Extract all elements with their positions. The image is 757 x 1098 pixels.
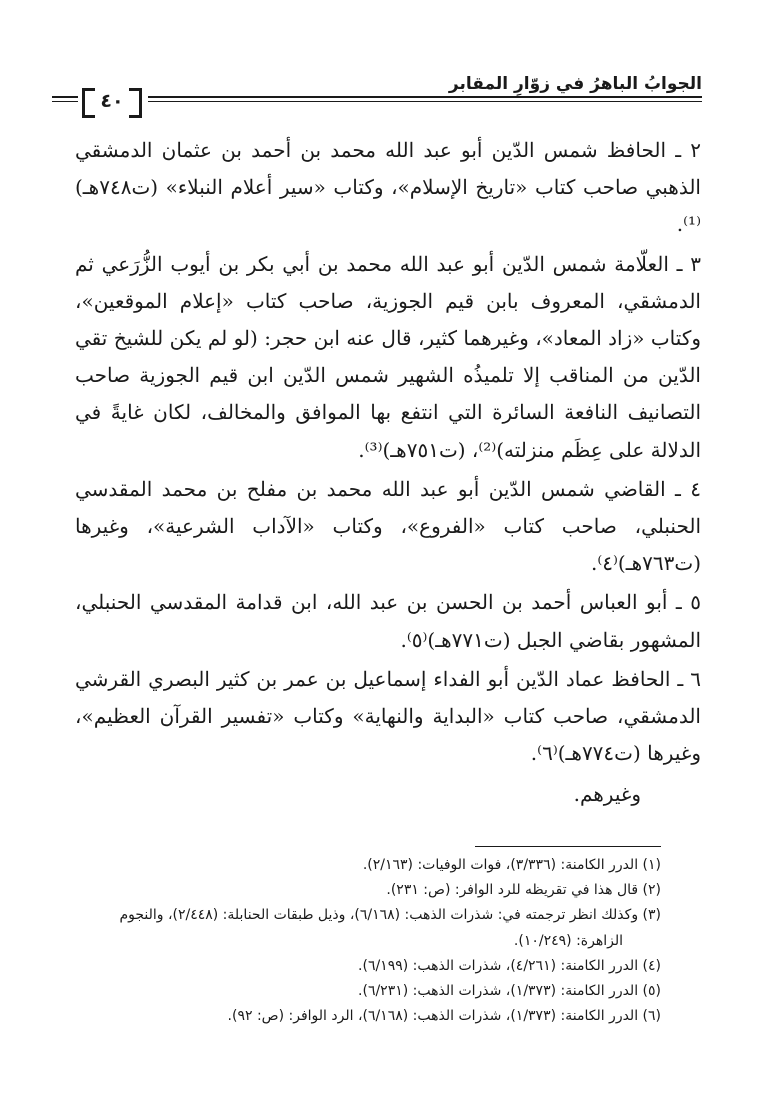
footnote-3: (٣) وكذلك انظر ترجمته في: شذرات الذهب: (٦/١٦٨)، وذيل طبقات الحنابلة: (٢/٤٤٨)، والنجوم الزاهرة: (١٠/٢٤٩). — [119, 907, 661, 949]
footnote-separator — [475, 846, 661, 847]
page-header — [52, 72, 702, 122]
header-rule-left — [52, 96, 78, 102]
running-title: الجوابُ الباهرُ في زوّارِ المقابر — [448, 74, 702, 94]
footnote-6: (٦) الدرر الكامنة: (١/٣٧٣)، شذرات الذهب: (٦/١٦٨)، الرد الوافر: (ص: ٩٢). — [227, 1008, 661, 1025]
footnote-4: (٤) الدرر الكامنة: (٤/٢٦١)، شذرات الذهب: (٦/١٩٩). — [358, 957, 661, 974]
entry-4: ٤ ـ القاضي شمس الدّين أبو عبد الله محمد بن مفلح بن محمد المقدسي الحنبلي، صاحب كتاب «الفروع»، وكتاب «الآداب الشرعية»، وغيرها (ت٧٦٣هـ)⁽٤⁾. — [75, 476, 701, 576]
entry-6: ٦ ـ الحافظ عماد الدّين أبو الفداء إسماعيل بن عمر بن كثير البصري القرشي الدمشقي، صاحب كتاب «البداية والنهاية» وكتاب «تفسير القرآن العظيم»، وغيرها (ت٧٧٤هـ)⁽٦⁾. — [75, 666, 701, 766]
entry-3: ٣ ـ العلّامة شمس الدّين أبو عبد الله محمد بن أبي بكر بن أيوب الزُّرَعي ثم الدمشقي، المعروف بابن قيم الجوزية، صاحب كتاب «إعلام الموقعين»، وكتاب «زاد المعاد»، وغيرهما كثير، قال عنه ابن حجر: (لو لم يكن للشيخ تقي الدّين من المناقب إلا تلميذُه الشهير شمس الدّين ابن قيم الجوزية صاحب التصانيف النافعة السائرة التي انتفع بها الموافق والمخالف، لكان غايةً في الدلالة على عِظَم منزلته)⁽²⁾، (ت٧٥١هـ)⁽³⁾. — [75, 251, 701, 462]
main-text — [75, 132, 701, 814]
closing-line: وغيرهم. — [573, 782, 641, 807]
footnote-1: (١) الدرر الكامنة: (٣/٣٣٦)، فوات الوفيات: (٢/١٦٣). — [362, 857, 661, 873]
entry-5: ٥ ـ أبو العباس أحمد بن الحسن بن عبد الله، ابن قدامة المقدسي الحنبلي، المشهور بقاضي الجبل (ت٧٧١هـ)⁽٥⁾. — [75, 590, 701, 652]
entry-2: ٢ ـ الحافظ شمس الدّين أبو عبد الله محمد بن أحمد بن عثمان الدمشقي الذهبي صاحب كتاب «تاريخ الإسلام»، وكتاب «سير أعلام النبلاء» (ت٧٤٨هـ)⁽¹⁾. — [75, 138, 701, 237]
header-rule — [148, 96, 702, 102]
page-number: ٤٠ — [82, 88, 142, 114]
footnote-2: (٢) قال هذا في تقريظه للرد الوافر: (ص: ٢٣١). — [386, 882, 661, 899]
footnote-5: (٥) الدرر الكامنة: (١/٣٧٣)، شذرات الذهب: (٦/٢٣١). — [358, 983, 661, 1000]
footnotes — [96, 853, 661, 1029]
